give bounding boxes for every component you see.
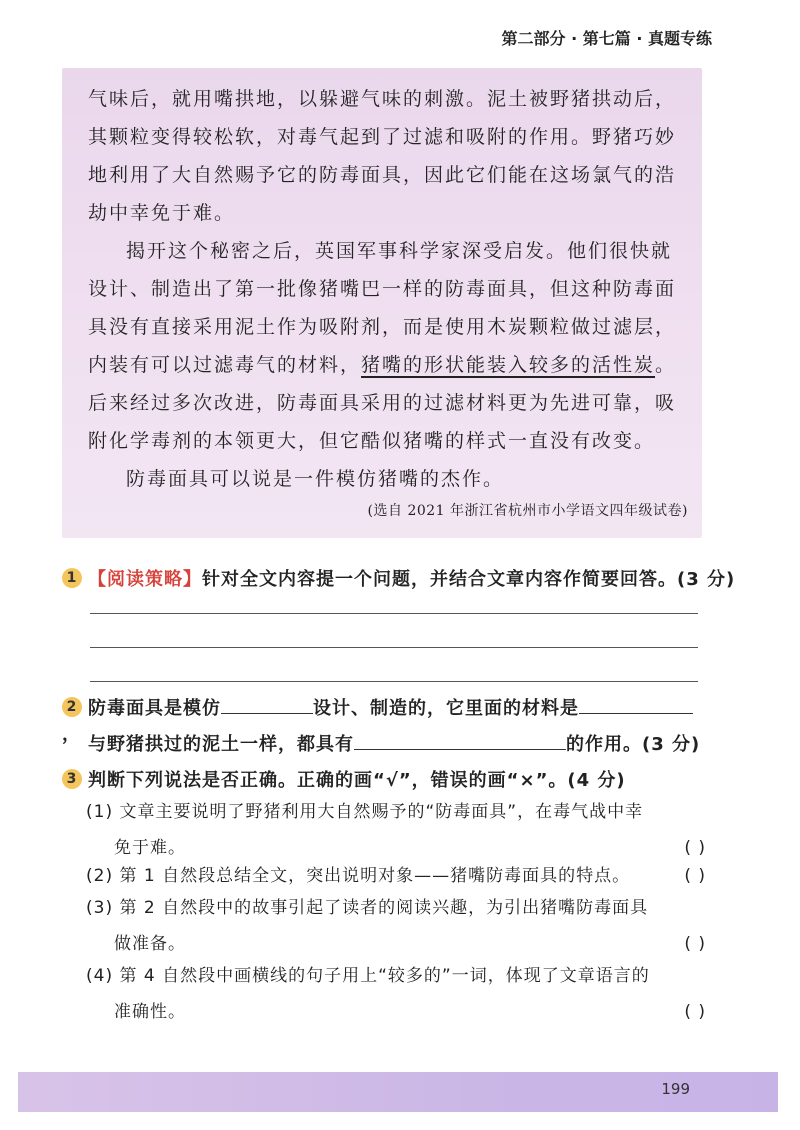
judgement-item-4 [86,958,706,1030]
question-text: ， [62,724,81,745]
page-number: 199 [661,1080,690,1098]
answer-parentheses[interactable]: ( ) [684,1002,706,1022]
question-text: 与野猪拱过的泥土一样，都具有 [88,734,354,755]
question-1 [62,565,735,591]
reading-passage [88,80,688,498]
fill-blank[interactable] [579,695,693,714]
answer-line[interactable] [90,647,698,648]
judgement-item-3 [86,890,706,962]
question-3 [62,766,626,792]
answer-line[interactable] [90,681,698,682]
fill-blank[interactable] [221,695,313,714]
passage-paragraph-3: 防毒面具可以说是一件模仿猪嘴的杰作。 [126,468,505,490]
passage-p2-text: 揭开这个秘密之后，英国军事科学家深受启发。他们很快就设计、制造出了第一批像猪嘴巴一样的防毒面具，但这种防毒面具没有直接采用泥土作为吸附剂，而是使用木炭颗粒做过滤层，内装有可以过滤毒气的材料， [88,240,677,376]
passage-paragraph-2 [88,232,688,460]
question-text: 的作用。(3 分) [566,734,701,755]
item-text: (3) 第 2 自然段中的故事引起了读者的阅读兴趣，为引出猪嘴防毒面具 [86,898,649,918]
fill-blank[interactable] [354,731,566,750]
answer-parentheses[interactable]: ( ) [684,934,706,954]
passage-source: (选自 2021 年浙江省杭州市小学语文四年级试卷) [367,503,688,519]
question-text: 判断下列说法是否正确。正确的画“√”，错误的画“×”。(4 分) [88,770,626,791]
item-text: (2) 第 1 自然段总结全文，突出说明对象——猪嘴防毒面具的特点。 [86,866,631,886]
question-number-badge: 3 [62,769,82,789]
passage-paragraph-1: 气味后，就用嘴拱地，以躲避气味的刺激。泥土被野猪拱动后，其颗粒变得较松软，对毒气起到了过滤和吸附的作用。野猪巧妙地利用了大自然赐予它的防毒面具，因此它们能在这场氯气的浩劫中幸免于难。 [88,88,677,224]
item-text: 免于难。 [114,838,186,858]
underlined-sentence: 猪嘴的形状能装入较多的活性炭 [361,354,656,376]
question-2-line-2 [88,730,700,756]
question-tag: 【阅读策略】 [88,569,202,590]
item-text: 准确性。 [114,1002,186,1022]
answer-line[interactable] [90,613,698,614]
judgement-item-1 [86,794,706,866]
question-number-badge: 2 [62,697,82,717]
item-text: 做准备。 [114,934,186,954]
answer-parentheses[interactable]: ( ) [684,838,706,858]
question-text: 防毒面具是模仿 [88,698,221,719]
page-header: 第二部分 · 第七篇 · 真题专练 [501,29,712,48]
question-text: 设计、制造的，它里面的材料是 [313,698,579,719]
answer-parentheses[interactable]: ( ) [684,866,706,886]
question-number-badge: 1 [62,568,82,588]
item-text: (1) 文章主要说明了野猪利用大自然赐予的“防毒面具”，在毒气战中幸 [86,802,644,822]
item-text: (4) 第 4 自然段中画横线的句子用上“较多的”一词，体现了文章语言的 [86,966,650,986]
judgement-item-2 [86,858,706,894]
passage-p2-text-after: 。后来经过多次改进，防毒面具采用的过滤材料更为先进可靠，吸附化学毒剂的本领更大，但它酷似猪嘴的样式一直没有改变。 [88,354,677,452]
question-text: 针对全文内容提一个问题，并结合文章内容作简要回答。(3 分) [202,569,736,590]
